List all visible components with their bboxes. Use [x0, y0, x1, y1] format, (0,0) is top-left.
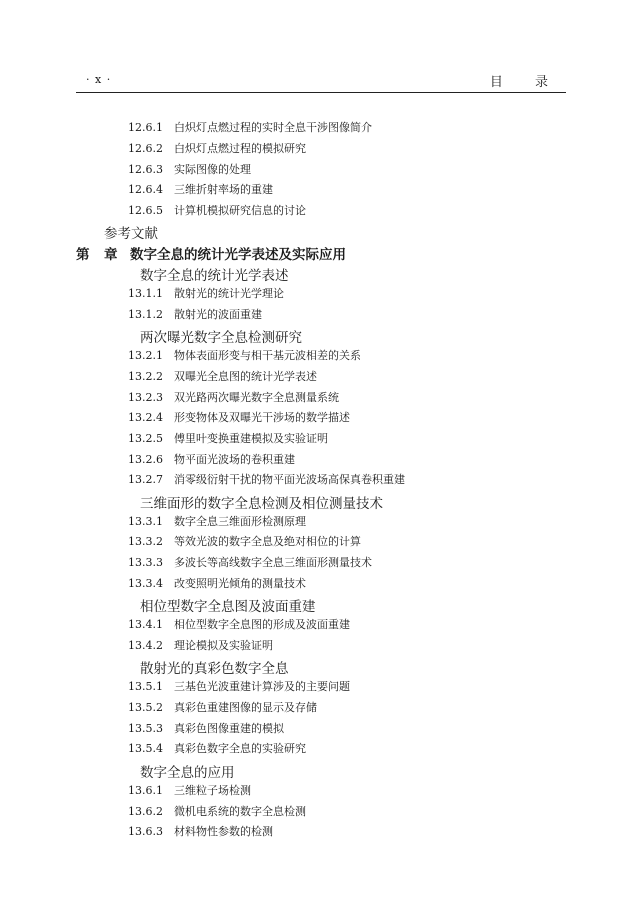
toc-subsection — [128, 803, 306, 819]
toc-number: 13.2.2 — [128, 370, 163, 383]
toc-title: 形变物体及双曝光干涉场的数学描述 — [174, 411, 350, 424]
running-title: 目 录 — [489, 75, 562, 90]
toc-subsection — [128, 119, 372, 135]
toc-section: 相位型数字全息图及波面重建 — [140, 599, 316, 615]
toc-title: 相位型数字全息图的形成及波面重建 — [174, 618, 350, 631]
toc-subsection — [128, 285, 284, 301]
toc-title: 白炽灯点燃过程的实时全息干涉图像简介 — [174, 121, 372, 134]
toc-title: 真彩色图像重建的模拟 — [174, 722, 284, 735]
toc-number: 12.6.2 — [128, 142, 163, 155]
toc-subsection — [128, 306, 262, 322]
toc-number: 13.5.2 — [128, 701, 163, 714]
header-rule — [76, 92, 566, 93]
toc-number: 13.4.1 — [128, 618, 163, 631]
toc-number: 13.6.1 — [128, 784, 163, 797]
toc-subsection — [128, 451, 295, 467]
page-header — [76, 71, 566, 91]
toc-subsection — [128, 161, 251, 177]
toc-title: 三维粒子场检测 — [174, 784, 251, 797]
toc-title: 多波长等高线数字全息三维面形测量技术 — [174, 556, 372, 569]
toc-title: 散射光的波面重建 — [174, 308, 262, 321]
toc-number: 13.2.1 — [128, 349, 163, 362]
toc-number: 13.6.2 — [128, 805, 163, 818]
toc-title: 双曝光全息图的统计光学表述 — [174, 370, 317, 383]
toc-number: 13.3.1 — [128, 515, 163, 528]
toc-title: 计算机模拟研究信息的讨论 — [174, 204, 306, 217]
toc-title: 白炽灯点燃过程的模拟研究 — [174, 142, 306, 155]
toc-section: 散射光的真彩色数字全息 — [140, 661, 289, 677]
toc-subsection — [128, 389, 339, 405]
toc-number: 13.3.4 — [128, 577, 163, 590]
toc-number: 12.6.1 — [128, 121, 163, 134]
toc-title: 实际图像的处理 — [174, 163, 251, 176]
toc-subsection — [128, 720, 284, 736]
toc-number: 13.2.6 — [128, 453, 163, 466]
toc-subsection — [128, 409, 350, 425]
toc-number: 13.5.4 — [128, 742, 163, 755]
toc-number: 13.1.2 — [128, 308, 163, 321]
toc-title: 微机电系统的数字全息检测 — [174, 805, 306, 818]
toc-number: 13.4.2 — [128, 639, 163, 652]
toc-subsection — [128, 347, 361, 363]
toc-subsection — [128, 202, 306, 218]
toc-number: 12.6.4 — [128, 183, 163, 196]
toc-title: 理论模拟及实验证明 — [174, 639, 273, 652]
toc-title: 改变照明光倾角的测量技术 — [174, 577, 306, 590]
toc-subsection — [128, 554, 372, 570]
toc-title: 三基色光波重建计算涉及的主要问题 — [174, 680, 350, 693]
toc-subsection — [128, 471, 405, 487]
toc-subsection — [128, 575, 306, 591]
toc-section: 数字全息的统计光学表述 — [140, 268, 289, 284]
toc-number: 13.2.5 — [128, 432, 163, 445]
toc-number: 13.6.3 — [128, 825, 163, 838]
toc-number: 13.3.2 — [128, 535, 163, 548]
toc-section: 数字全息的应用 — [140, 765, 235, 781]
toc-title: 散射光的统计光学理论 — [174, 287, 284, 300]
toc-title: 物平面光波场的卷积重建 — [174, 453, 295, 466]
toc-subsection — [128, 637, 273, 653]
toc-subsection — [128, 616, 350, 632]
toc-subsection — [128, 140, 306, 156]
chapter-prefix: 第 — [76, 247, 90, 263]
toc-number: 13.5.3 — [128, 722, 163, 735]
toc-title: 三维折射率场的重建 — [174, 183, 273, 196]
toc-subsection — [128, 678, 350, 694]
toc-title: 真彩色重建图像的显示及存储 — [174, 701, 317, 714]
toc-subsection — [128, 430, 328, 446]
toc-subsection — [128, 533, 361, 549]
toc-title: 物体表面形变与相干基元波相差的关系 — [174, 349, 361, 362]
chapter-title: 数字全息的统计光学表述及实际应用 — [130, 247, 346, 263]
toc-subsection — [128, 368, 317, 384]
toc-section: 两次曝光数字全息检测研究 — [140, 330, 302, 346]
toc-number: 13.5.1 — [128, 680, 163, 693]
toc-title: 数字全息三维面形检测原理 — [174, 515, 306, 528]
toc-section: 三维面形的数字全息检测及相位测量技术 — [140, 496, 383, 512]
toc-title: 等效光波的数字全息及绝对相位的计算 — [174, 535, 361, 548]
toc-title: 真彩色数字全息的实验研究 — [174, 742, 306, 755]
toc-number: 12.6.5 — [128, 204, 163, 217]
toc-title: 材料物性参数的检测 — [174, 825, 273, 838]
toc-title: 双光路两次曝光数字全息测量系统 — [174, 391, 339, 404]
toc-number: 13.1.1 — [128, 287, 163, 300]
toc-subsection — [128, 513, 306, 529]
page-number: · x · — [86, 73, 112, 86]
toc-number: 13.3.3 — [128, 556, 163, 569]
toc-number: 12.6.3 — [128, 163, 163, 176]
toc-subsection — [128, 740, 306, 756]
toc-title: 傅里叶变换重建模拟及实验证明 — [174, 432, 328, 445]
toc-number: 13.2.4 — [128, 411, 163, 424]
toc-subsection — [128, 181, 273, 197]
toc-subsection — [128, 699, 317, 715]
toc-subsection — [128, 823, 273, 839]
toc-chapter — [76, 243, 346, 263]
chapter-suffix: 章 — [104, 247, 118, 263]
toc-number: 13.2.3 — [128, 391, 163, 404]
toc-references: 参考文献 — [104, 226, 158, 242]
toc-number: 13.2.7 — [128, 473, 163, 486]
toc-subsection — [128, 782, 251, 798]
toc-title: 消零级衍射干扰的物平面光波场高保真卷积重建 — [174, 473, 405, 486]
